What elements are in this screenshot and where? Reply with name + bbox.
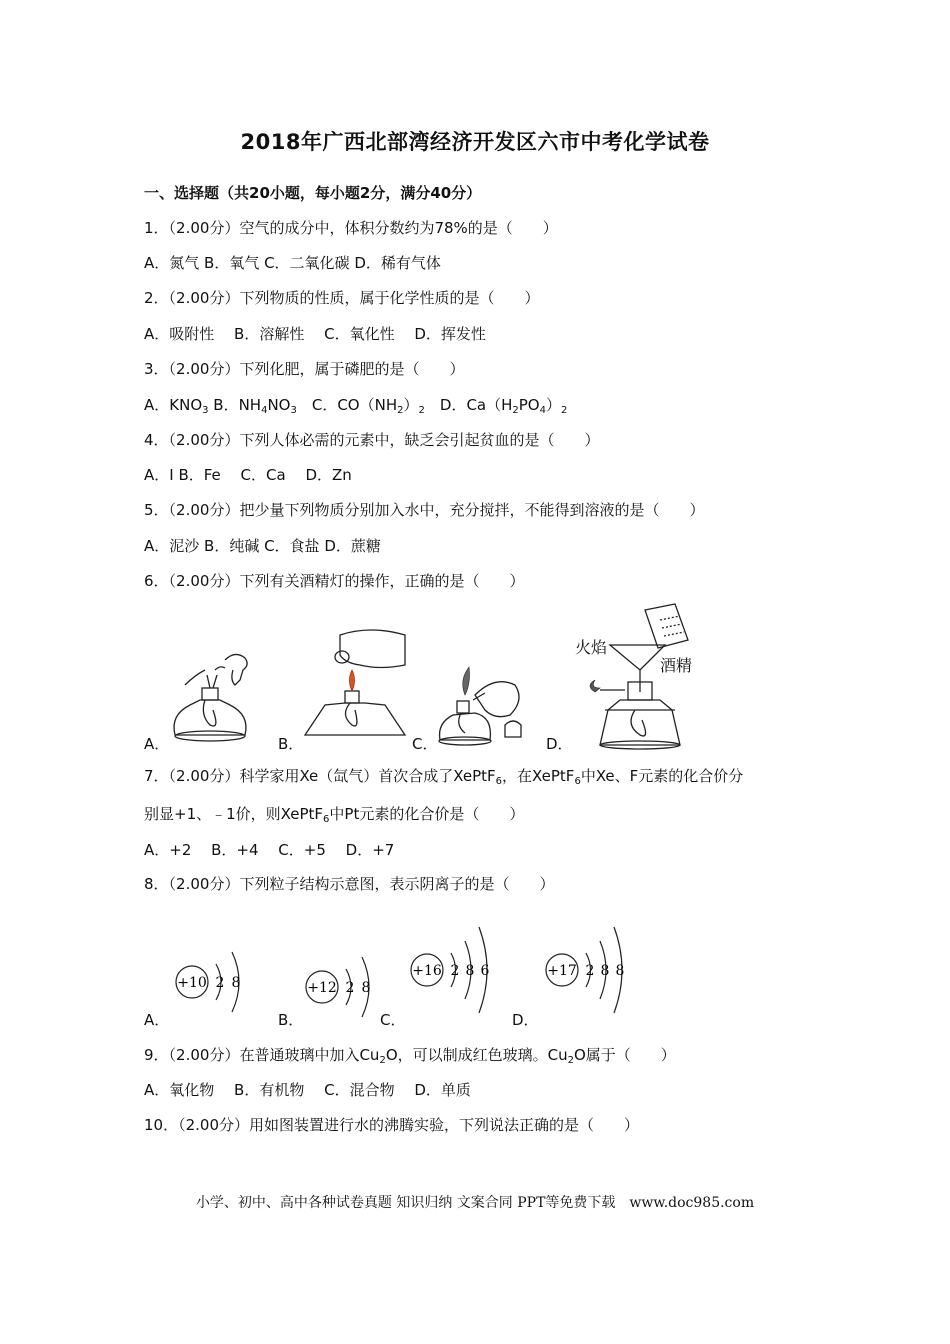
question-3-stem: 3．（2.00分）下列化肥，属于磷肥的是（ ） xyxy=(144,360,465,378)
section-heading: 一、选择题（共20小题，每小题2分，满分40分） xyxy=(144,184,482,202)
q6-figure-a-lamp-blowing xyxy=(165,640,260,750)
question-6-stem: 6．（2.00分）下列有关酒精灯的操作，正确的是（ ） xyxy=(144,572,525,590)
q8-option-c-label: C． xyxy=(380,1011,406,1029)
q8-atom-b-shell-2: 8 xyxy=(361,980,371,996)
q6-figure-d-flame-label: 火焰 xyxy=(575,638,608,657)
q8-atom-a-nucleus: +10 xyxy=(177,975,207,991)
question-7-line-2: 别显+1、﹣1价，则XePtF$_6$中Pt元素的化合价是（ ） xyxy=(144,805,525,825)
q8-option-a-label: A． xyxy=(144,1011,170,1029)
q8-atom-d-shell-1: 2 xyxy=(585,963,595,979)
page-footer: 小学、初中、高中各种试卷真题 知识归纳 文案合同 PPT等免费下载 www.doc985.com xyxy=(195,1195,755,1211)
question-8-stem: 8．（2.00分）下列粒子结构示意图，表示阴离子的是（ ） xyxy=(144,875,555,893)
q8-option-d-label: D． xyxy=(512,1011,539,1029)
q6-figure-c-lamp-lighting xyxy=(435,645,530,750)
q8-atom-d xyxy=(540,915,640,1005)
question-4-options: A．I B．Fe C．Ca D．Zn xyxy=(144,466,352,484)
question-5-options: A．泥沙 B．纯碱 C．食盐 D．蔗糖 xyxy=(144,537,381,555)
q6-option-b-label: B． xyxy=(278,735,304,753)
q8-atom-d-shell-2: 8 xyxy=(600,963,610,979)
q8-atom-c-shell-1: 2 xyxy=(450,963,460,979)
q8-atom-c-shell-3: 6 xyxy=(480,963,490,979)
question-9-stem: 9．（2.00分）在普通玻璃中加入$Cu_2O$，可以制成红色玻璃。$Cu_2O$属于（ ） xyxy=(144,1046,676,1066)
question-10-stem: 10．（2.00分）用如图装置进行水的沸腾实验，下列说法正确的是（ ） xyxy=(144,1116,639,1134)
q8-atom-c-nucleus: +16 xyxy=(412,963,442,979)
question-7-line-1: 7．（2.00分）科学家用Xe（氙气）首次合成了XePtF$_6$，在XePtF$_6$中Xe、F元素的化合价分 xyxy=(144,767,744,787)
q6-option-c-label: C． xyxy=(412,735,438,753)
q8-atom-b-nucleus: +12 xyxy=(307,980,337,996)
q8-atom-c xyxy=(405,915,505,1005)
q8-atom-a-shell-2: 8 xyxy=(231,975,241,991)
q6-figure-b-lamp-cap xyxy=(300,625,410,750)
q6-option-d-label: D． xyxy=(546,735,573,753)
q8-atom-a-shell-1: 2 xyxy=(215,975,225,991)
q8-atom-b-shell-1: 2 xyxy=(345,980,355,996)
question-7-options: A．+2 B．+4 C．+5 D．+7 xyxy=(144,841,395,859)
question-3-options: A．$KNO_3$ B．$NH_4NO_3$ C．$CO(NH_2)_2$ D．$Ca(H_2PO_4)_2$ xyxy=(144,396,568,416)
question-1-stem: 1．（2.00分）空气的成分中，体积分数约为78%的是（ ） xyxy=(144,219,558,237)
q8-atom-b xyxy=(300,945,390,1025)
page-title: 2018年广西北部湾经济开发区六市中考化学试卷 xyxy=(240,130,710,154)
question-5-stem: 5．（2.00分）把少量下列物质分别加入水中，充分搅拌，不能得到溶液的是（ ） xyxy=(144,501,705,519)
question-9-options: A．氧化物 B．有机物 C．混合物 D．单质 xyxy=(144,1081,471,1099)
question-4-stem: 4．（2.00分）下列人体必需的元素中，缺乏会引起贫血的是（ ） xyxy=(144,431,600,449)
question-2-options: A．吸附性 B．溶解性 C．氧化性 D．挥发性 xyxy=(144,325,486,343)
q8-option-b-label: B． xyxy=(278,1011,304,1029)
q8-atom-a xyxy=(170,940,260,1020)
q8-atom-d-nucleus: +17 xyxy=(547,963,577,979)
q8-atom-d-shell-3: 8 xyxy=(615,963,625,979)
question-2-stem: 2．（2.00分）下列物质的性质，属于化学性质的是（ ） xyxy=(144,289,540,307)
question-1-options: A．氮气 B．氧气 C．二氧化碳 D．稀有气体 xyxy=(144,254,441,272)
q6-option-a-label: A． xyxy=(144,735,170,753)
q8-atom-c-shell-2: 8 xyxy=(465,963,475,979)
q6-figure-d-alcohol-label: 酒精 xyxy=(660,656,693,675)
